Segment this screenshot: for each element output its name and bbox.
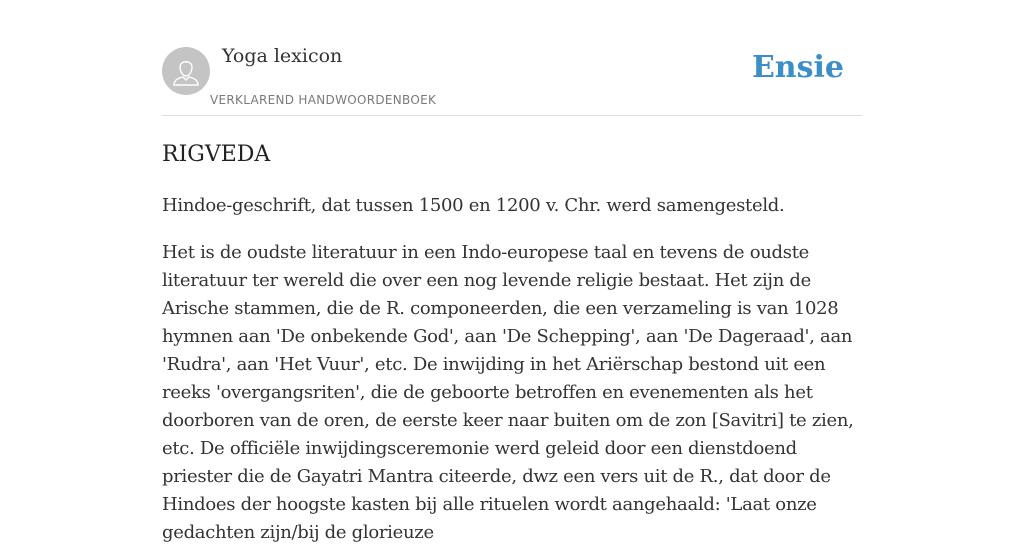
entry-paragraph: Het is de oudste literatuur in een Indo-europese taal en tevens de oudste literatuur ter wereld die over een nog levende religie bestaat. Het zijn de Arische stammen, die de R. componeerden, die een verzameling is van 1028 hymnen aan 'De onbekende God', aan 'De Schepping', aan 'De Dageraad', aan 'Rudra', aan 'Het Vuur', etc. De inwijding in het Ariërschap bestond uit een reeks 'overgangsriten', die de geboorte betroffen en evenementen als het doorboren van de oren, de eerste keer naar buiten om de zon [Savitri] te zien, etc. De officiële inwijdingsceremonie werd geleid door een dienstdoend priester die de Gayatri Mantra citeerde, dwz een vers uit de R., dat door de Hindoes der hoogste kasten bij alle rituelen wordt aangehaald: 'Laat onze gedachten zijn/bij de glorieuze bbox=[162, 242, 854, 543]
brand-logo-link[interactable]: Ensie bbox=[751, 50, 844, 85]
entry-paragraph: Hindoe-geschrift, dat tussen 1500 en 1200 v. Chr. werd samengesteld. bbox=[162, 195, 785, 216]
book-title[interactable]: Yoga lexicon bbox=[222, 45, 343, 67]
header bbox=[162, 0, 862, 116]
avatar[interactable] bbox=[162, 47, 210, 95]
entry-title: RIGVEDA bbox=[162, 142, 271, 167]
page bbox=[162, 0, 862, 547]
user-silhouette-icon bbox=[162, 47, 210, 95]
book-subtitle: VERKLAREND HANDWOORDENBOEK bbox=[210, 93, 437, 107]
